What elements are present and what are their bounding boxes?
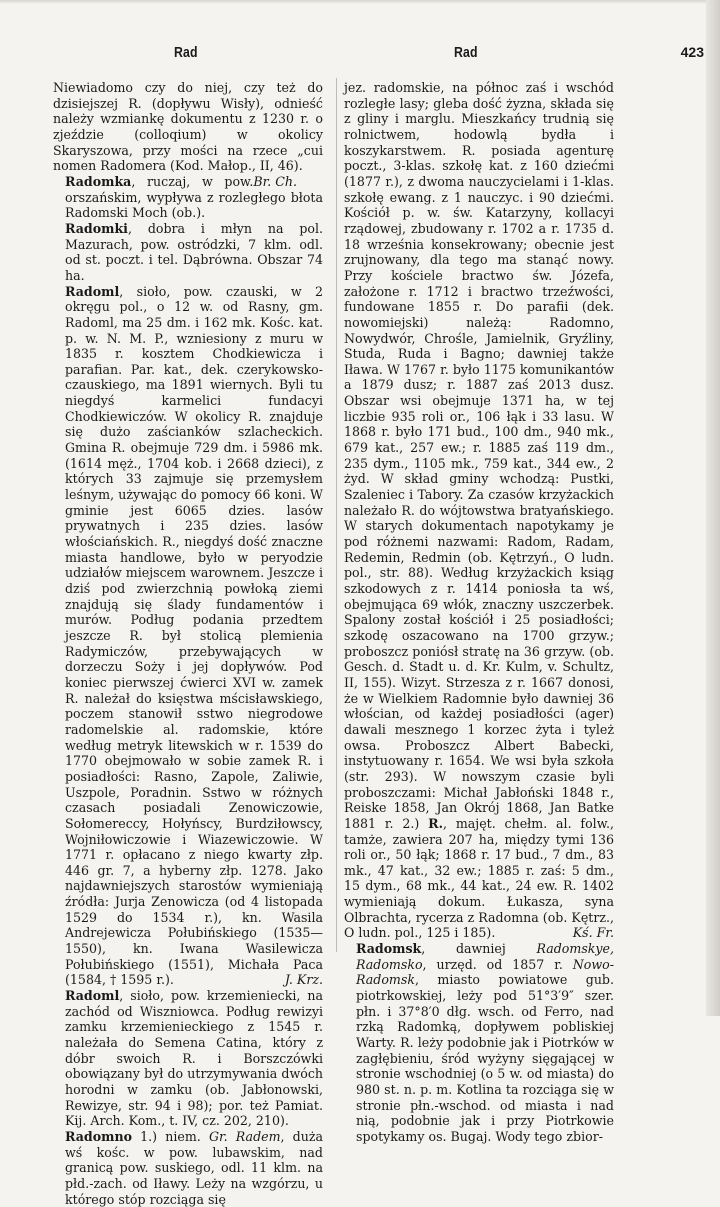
entry-text: 1.) niem. (132, 1128, 209, 1144)
page-right-edge (706, 0, 720, 1016)
author-signature: Br. Ch. (253, 173, 297, 189)
entry-headword: Radoml (65, 988, 120, 1004)
right-column (344, 80, 614, 1145)
entry-radomno (53, 1129, 323, 1207)
entry-text: , ruczaj, w pow. orszańskim, wypływa z rozległego błota Radomski Moch (ob.). (65, 173, 323, 221)
paragraph-text: , majęt. chełm. al. folw., tamże, zawiera 207 ha, między tymi 136 roli or., 50 łąk; 1868 r. 17 bud., 7 dm., 83 mk., 47 kat., 32 ew.; 1885 r. zaś: 5 dm., 15 dym., 68 mk., 44 kat., 24 ew. R. 1402 wymieniają dokum. Łukasza, syna Olbrachta, rycerza z Radomna (ob. Kętrz., O ludn. pol., 125 i 185). (344, 815, 614, 941)
entry-headword: Radomki (65, 220, 128, 236)
entry-italic-term: Nowo-Radomsk (356, 956, 614, 988)
author-signature: Kś. Fr. (572, 925, 614, 941)
entry-text: , dobra i młyn na pol. Mazurach, pow. ostródzki, 7 klm. odl. od st. poczt. i tel. Dąbrówna. Obszar 74 ha. (65, 220, 323, 283)
entry-headword: Radomka (65, 173, 132, 189)
entry-text: , dawniej (421, 941, 537, 957)
running-head-right: Rad (454, 44, 478, 61)
page-number: 423 (680, 44, 704, 60)
entry-text: , duża wś kośc. w pow. lubawskim, nad granicą pow. suskiego, odl. 11 klm. na płd.-zach. od Iławy. Leży na wzgórzu, u którego stóp rozciąga się (65, 1128, 323, 1207)
entry-radoml-czauski (53, 284, 323, 989)
entry-radoml-krzemieniecki (53, 988, 323, 1129)
entry-text: , urzęd. od 1857 r. (422, 956, 573, 972)
entry-radomsk (344, 941, 614, 1145)
left-column (53, 80, 323, 1207)
entry-italic-term: Radomskye, Radomsko (356, 941, 614, 972)
entry-headword: Radomsk (356, 941, 422, 957)
running-head-left: Rad (174, 44, 198, 61)
entry-headword: Radomno (65, 1128, 133, 1144)
entry-text: , miasto powiatowe gub. piotrkowskiej, leży pod 51°3′9″ szer. płn. i 37°8′0 dłg. wsch. od Ferro, nad rzką Radomką, dopływem pobliskiej Warty. R. leży podobnie jak i Piotrków w zagłębieniu, śród wyżyny sięgającej w stronie wschodniej (o 5 w. od miasta) do 980 st. n. p. m. Kotlina ta rozciąga się w stronie płn.-wschod. od miasta i nad nią, podobnie jak i przy Piotrkowie spotykamy os. Bugaj. Wody tego zbior- (356, 972, 614, 1144)
page-header (56, 44, 704, 66)
column-divider (336, 78, 337, 952)
entry-text: , sioło, pow. krzemieniecki, na zachód od Wiszniowca. Podług rewizyi zamku krzemienieckiego z 1545 r. należała do Semena Catina, który z dóbr swoich R. i Borszczówki obowiązany był do utrzymywania dwóch horodni w zamku (ob. Jabłonowski, Rewizye, str. 94 i 98); por. też Pamiat. Kij. Arch. Kom., t. IV, cz. 202, 210). (65, 988, 323, 1129)
paragraph-text: jez. radomskie, na północ zaś i wschód rozległe lasy; gleba dość żyzna, składa się z gliny i marglu. Mieszkańcy trudnią się rolnictwem, hodowlą bydła i koszykarstwem. R. posiada agenturę poczt., 3-klas. szkołę kat. z 160 dziećmi (1877 r.), z dwoma nauczycielami i 1-klas. szkołę ewang. z 1 nauczyc. i 90 dziećmi. Kościół p. w. św. Katarzyny, kollacyi rządowej, zbudowany r. 1702 a r. 1735 d. 18 września konsekrowany; obecnie jest zrujnowany, dla tego ma stanąć nowy. Przy kościele bractwo św. Józefa, założone r. 1712 i bractwo trzeźwości, fundowane 1855 r. Do parafii (dek. nowomiejski) należą: Radomno, Nowydwór, Chrośle, Jamielnik, Gryźliny, Studa, Ruda i Bagno; dawniej także Iława. W 1767 r. było 1175 komunikantów a 1879 dusz; r. 1887 zaś 2013 dusz. Obszar wsi obejmuje 1371 ha, w tej liczbie 935 roli or., 106 łąk i 33 lasu. W 1868 r. było 171 bud., 100 dm., 940 mk., 679 kat., 257 ew.; r. 1885 zaś 119 dm., 235 dym., 1105 mk., 759 kat., 344 ew., 2 żyd. W skład gminy wchodzą: Pustki, Szaleniec i Tabory. Za czasów krzyżackich należało R. do wójtowstwa bratyańskiego. W starych dokumentach napotykamy je pod różnemi nazwami: Radom, Radam, Redemin, Redmin (ob. Kętrzyń., O ludn. pol., str. 88). Według krzyżackich ksiąg szkodowych z r. 1414 poniosła ta wś, obejmująca 69 włók, znaczny uszczerbek. Spalony został kościół i 25 posiadłości; szkodę oszacowano na 1700 grzyw.; proboszcz poniósł stratę na 36 grzyw. (ob. Gesch. d. Stadt u. d. Kr. Kulm, v. Schultz, II, 155). Wizyt. Strzesza z r. 1667 donosi, że w Wielkiem Radomnie było dawniej 36 włościan, od każdej posiadłości (ager) dawali mesznego 1 korzec żyta i tyleż owsa. Proboszcz Albert Babecki, instytuowany r. 1654. We wsi była szkoła (str. 293). W nowszym czasie byli proboszczami: Michał Jabłoński 1848 r., Reiske 1858, Jan Okrój 1868, Jan Batke 1881 r. 2.) (344, 80, 614, 831)
author-signature: J. Krz. (284, 972, 323, 988)
entry-radomki (53, 221, 323, 284)
page-top-edge (0, 0, 720, 4)
subentry-marker: R. (428, 815, 443, 831)
paragraph-continuation (344, 80, 614, 941)
paragraph-text: Niewiadomo czy do niej, czy też do dzisiejszej R. (dopływu Wisły), odnieść należy wzmiankę dokumentu z 1230 r. o zjeździe (colloqium) w okolicy Skaryszowa, przy mości na rzece „cui nomen Radomera (Kod. Małop., II, 46). (53, 80, 323, 174)
entry-italic-term: Gr. Radem (208, 1128, 281, 1144)
entry-headword: Radoml (65, 283, 120, 299)
entry-text: , sioło, pow. czauski, w 2 okręgu pol., o 12 w. od Rasny, gm. Radoml, ma 25 dm. i 162 mk. Kośc. kat. p. w. N. M. P., wzniesiony z muru w 1835 r. kosztem Chodkiewicza i parafian. Par. kat., dek. czerykowsko-czauskiego, ma 1891 wiernych. Byli tu niegdyś karmelici fundacyi Chodkiewiczów. W okolicy R. znajduje się dużo zaścianków szlacheckich. Gmina R. obejmuje 729 dm. i 5986 mk. (1614 męż., 1704 kob. i 2668 dzieci), z których 33 zajmuje się przemysłem leśnym, używając do pomocy 66 koni. W gminie jest 6065 dzies. lasów prywatnych i 235 dzies. lasów włościańskich. R., niegdyś dość znaczne miasta handlowe, było w peryodzie udziałów miejscem warownem. Jeszcze i dziś pod zwierzchnią powłoką ziemi znajdują się ślady fundamentów i murów. Podług podania przedtem jeszcze R. był stolicą plemienia Radymiczów, przebywających w dorzeczu Soży i jej dopływów. Pod koniec pierwszej ćwierci XVI w. zamek R. należał do księstwa mścisławskiego, poczem stanowił sstwo niegrodowe radomelskie al. radomskie, które według metryk litewskich w r. 1539 do 1770 obejmowało w sobie zamek R. i posiadłości: Rasno, Zapole, Zaliwie, Uszpole, Poradnin. Sstwo w różnych czasach posiadali Zenowiczowie, Sołomereccy, Hołyńscy, Burdziłowscy, Wojniłowiczowie i Wiazewiczowie. W 1771 r. opłacano z niego kwarty złp. 446 gr. 7, a hyberny złp. 1278. Jako najdawniejszych starostów wymieniają źródła: Jurja Zenowicza (od 4 listopada 1529 do 1534 r.), kn. Wasila Andrejewicza Połubińskiego (1535—1550), kn. Iwana Wasilewicza Połubińskiego (1551), Michała Paca (1584, † 1595 r.). (65, 283, 323, 988)
